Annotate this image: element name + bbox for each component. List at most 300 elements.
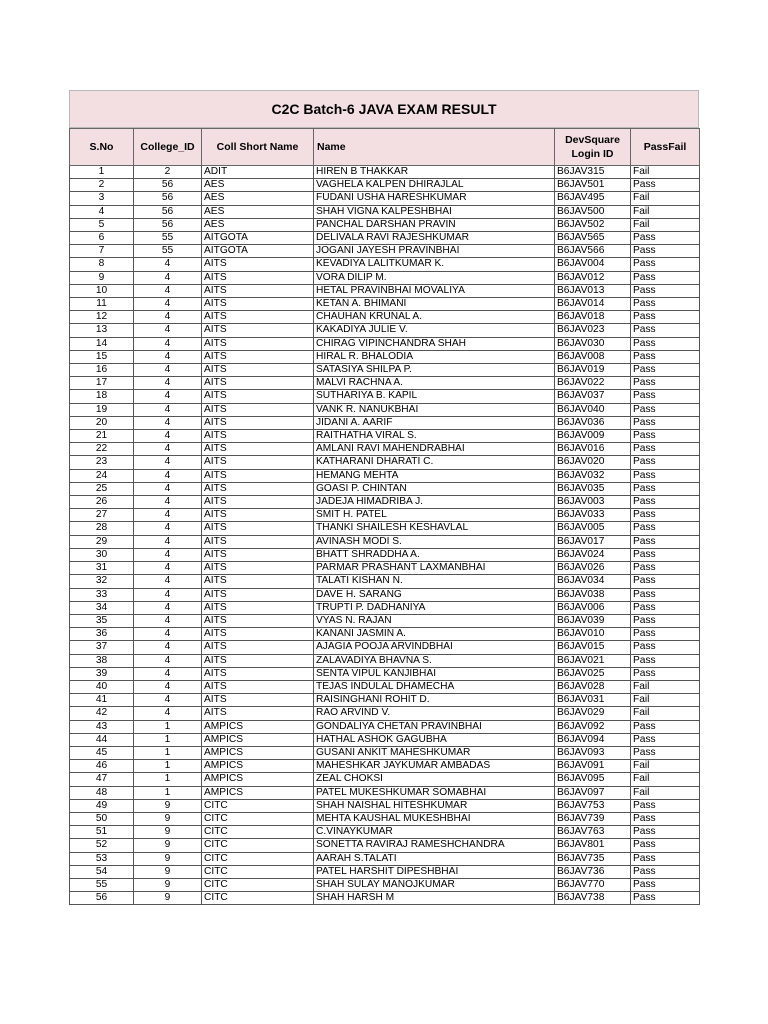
cell-passfail: Pass — [631, 298, 700, 311]
cell-coll-short-name: CITC — [202, 839, 314, 852]
cell-name: HATHAL ASHOK GAGUBHA — [314, 733, 555, 746]
cell-college-id: 4 — [134, 614, 202, 627]
cell-name: VORA DILIP M. — [314, 271, 555, 284]
cell-passfail: Fail — [631, 773, 700, 786]
cell-login-id: B6JAV004 — [555, 258, 631, 271]
cell-passfail: Pass — [631, 522, 700, 535]
cell-name: SATASIYA SHILPA P. — [314, 364, 555, 377]
cell-coll-short-name: CITC — [202, 812, 314, 825]
cell-coll-short-name: AITS — [202, 694, 314, 707]
cell-sno: 49 — [70, 799, 134, 812]
cell-college-id: 4 — [134, 416, 202, 429]
cell-sno: 44 — [70, 733, 134, 746]
cell-login-id: B6JAV035 — [555, 482, 631, 495]
cell-passfail: Fail — [631, 760, 700, 773]
cell-college-id: 4 — [134, 562, 202, 575]
table-row — [70, 733, 700, 746]
cell-name: RAO ARVIND V. — [314, 707, 555, 720]
cell-coll-short-name: AMPICS — [202, 733, 314, 746]
cell-login-id: B6JAV093 — [555, 746, 631, 759]
table-row — [70, 377, 700, 390]
cell-name: JOGANI JAYESH PRAVINBHAI — [314, 245, 555, 258]
cell-coll-short-name: AITS — [202, 337, 314, 350]
cell-passfail: Fail — [631, 192, 700, 205]
cell-name: TEJAS INDULAL DHAMECHA — [314, 680, 555, 693]
cell-coll-short-name: AES — [202, 179, 314, 192]
cell-coll-short-name: AMPICS — [202, 786, 314, 799]
cell-name: FUDANI USHA HARESHKUMAR — [314, 192, 555, 205]
cell-login-id: B6JAV738 — [555, 892, 631, 905]
table-row — [70, 496, 700, 509]
cell-college-id: 4 — [134, 628, 202, 641]
cell-passfail: Pass — [631, 746, 700, 759]
cell-login-id: B6JAV040 — [555, 403, 631, 416]
cell-college-id: 4 — [134, 535, 202, 548]
cell-sno: 25 — [70, 482, 134, 495]
cell-coll-short-name: CITC — [202, 878, 314, 891]
cell-login-id: B6JAV030 — [555, 337, 631, 350]
cell-passfail: Pass — [631, 892, 700, 905]
cell-login-id: B6JAV094 — [555, 733, 631, 746]
cell-college-id: 1 — [134, 773, 202, 786]
cell-college-id: 4 — [134, 588, 202, 601]
cell-login-id: B6JAV023 — [555, 324, 631, 337]
cell-name: KANANI JASMIN A. — [314, 628, 555, 641]
cell-passfail: Pass — [631, 482, 700, 495]
sheet-title — [69, 90, 699, 128]
cell-login-id: B6JAV019 — [555, 364, 631, 377]
cell-sno: 33 — [70, 588, 134, 601]
cell-name: GOASI P. CHINTAN — [314, 482, 555, 495]
cell-login-id: B6JAV020 — [555, 456, 631, 469]
cell-college-id: 1 — [134, 760, 202, 773]
cell-passfail: Fail — [631, 786, 700, 799]
cell-name: ZEAL CHOKSI — [314, 773, 555, 786]
cell-college-id: 4 — [134, 430, 202, 443]
table-row — [70, 430, 700, 443]
cell-sno: 2 — [70, 179, 134, 192]
header-coll-short-name: Coll Short Name — [202, 129, 314, 166]
table-row — [70, 284, 700, 297]
cell-college-id: 4 — [134, 284, 202, 297]
cell-login-id: B6JAV003 — [555, 496, 631, 509]
cell-college-id: 56 — [134, 218, 202, 231]
cell-coll-short-name: AITS — [202, 364, 314, 377]
cell-name: PARMAR PRASHANT LAXMANBHAI — [314, 562, 555, 575]
cell-college-id: 4 — [134, 337, 202, 350]
cell-name: HIREN B THAKKAR — [314, 166, 555, 179]
table-row — [70, 548, 700, 561]
cell-sno: 30 — [70, 548, 134, 561]
cell-sno: 7 — [70, 245, 134, 258]
cell-coll-short-name: AES — [202, 218, 314, 231]
cell-college-id: 4 — [134, 403, 202, 416]
cell-sno: 18 — [70, 390, 134, 403]
table-row — [70, 298, 700, 311]
cell-sno: 9 — [70, 271, 134, 284]
cell-login-id: B6JAV033 — [555, 509, 631, 522]
cell-coll-short-name: AITS — [202, 284, 314, 297]
cell-coll-short-name: AES — [202, 205, 314, 218]
cell-login-id: B6JAV038 — [555, 588, 631, 601]
cell-passfail: Pass — [631, 443, 700, 456]
cell-login-id: B6JAV018 — [555, 311, 631, 324]
cell-coll-short-name: AITS — [202, 614, 314, 627]
cell-college-id: 4 — [134, 482, 202, 495]
cell-name: SENTA VIPUL KANJIBHAI — [314, 667, 555, 680]
cell-coll-short-name: AITS — [202, 707, 314, 720]
cell-login-id: B6JAV015 — [555, 641, 631, 654]
cell-passfail: Pass — [631, 258, 700, 271]
cell-passfail: Pass — [631, 799, 700, 812]
cell-name: RAISINGHANI ROHIT D. — [314, 694, 555, 707]
table-row — [70, 258, 700, 271]
table-body — [70, 166, 700, 905]
cell-college-id: 9 — [134, 826, 202, 839]
table-row — [70, 337, 700, 350]
cell-coll-short-name: AITS — [202, 575, 314, 588]
cell-passfail: Pass — [631, 271, 700, 284]
cell-passfail: Pass — [631, 284, 700, 297]
cell-sno: 34 — [70, 601, 134, 614]
cell-coll-short-name: AITS — [202, 667, 314, 680]
cell-college-id: 1 — [134, 746, 202, 759]
result-sheet — [69, 90, 699, 905]
cell-login-id: B6JAV025 — [555, 667, 631, 680]
cell-coll-short-name: AITS — [202, 324, 314, 337]
cell-coll-short-name: AES — [202, 192, 314, 205]
cell-coll-short-name: ADIT — [202, 166, 314, 179]
cell-login-id: B6JAV029 — [555, 707, 631, 720]
cell-sno: 29 — [70, 535, 134, 548]
cell-passfail: Pass — [631, 641, 700, 654]
cell-passfail: Pass — [631, 865, 700, 878]
cell-login-id: B6JAV565 — [555, 232, 631, 245]
cell-login-id: B6JAV006 — [555, 601, 631, 614]
cell-passfail: Fail — [631, 707, 700, 720]
cell-passfail: Pass — [631, 654, 700, 667]
cell-passfail: Pass — [631, 509, 700, 522]
cell-passfail: Pass — [631, 588, 700, 601]
cell-coll-short-name: CITC — [202, 892, 314, 905]
cell-passfail: Pass — [631, 614, 700, 627]
cell-coll-short-name: AITS — [202, 377, 314, 390]
cell-login-id: B6JAV028 — [555, 680, 631, 693]
cell-login-id: B6JAV801 — [555, 839, 631, 852]
cell-sno: 40 — [70, 680, 134, 693]
cell-name: AARAH S.TALATI — [314, 852, 555, 865]
cell-sno: 10 — [70, 284, 134, 297]
cell-college-id: 9 — [134, 852, 202, 865]
cell-login-id: B6JAV032 — [555, 469, 631, 482]
cell-college-id: 9 — [134, 839, 202, 852]
table-row — [70, 773, 700, 786]
cell-college-id: 4 — [134, 496, 202, 509]
cell-coll-short-name: AITS — [202, 654, 314, 667]
table-row — [70, 707, 700, 720]
cell-college-id: 4 — [134, 575, 202, 588]
cell-sno: 54 — [70, 865, 134, 878]
table-row — [70, 311, 700, 324]
header-passfail: PassFail — [631, 129, 700, 166]
cell-college-id: 4 — [134, 667, 202, 680]
cell-login-id: B6JAV736 — [555, 865, 631, 878]
table-row — [70, 522, 700, 535]
cell-login-id: B6JAV005 — [555, 522, 631, 535]
cell-name: GUSANI ANKIT MAHESHKUMAR — [314, 746, 555, 759]
header-row — [70, 129, 700, 166]
cell-sno: 11 — [70, 298, 134, 311]
cell-sno: 14 — [70, 337, 134, 350]
cell-name: BHATT SHRADDHA A. — [314, 548, 555, 561]
cell-college-id: 4 — [134, 509, 202, 522]
cell-login-id: B6JAV566 — [555, 245, 631, 258]
cell-passfail: Pass — [631, 324, 700, 337]
cell-login-id: B6JAV039 — [555, 614, 631, 627]
cell-name: KEVADIYA LALITKUMAR K. — [314, 258, 555, 271]
cell-login-id: B6JAV763 — [555, 826, 631, 839]
table-row — [70, 892, 700, 905]
cell-passfail: Fail — [631, 205, 700, 218]
cell-passfail: Fail — [631, 680, 700, 693]
cell-name: VANK R. NANUKBHAI — [314, 403, 555, 416]
table-row — [70, 746, 700, 759]
cell-passfail: Pass — [631, 469, 700, 482]
cell-college-id: 4 — [134, 548, 202, 561]
cell-sno: 4 — [70, 205, 134, 218]
table-row — [70, 456, 700, 469]
cell-name: JIDANI A. AARIF — [314, 416, 555, 429]
cell-sno: 12 — [70, 311, 134, 324]
cell-login-id: B6JAV008 — [555, 350, 631, 363]
cell-coll-short-name: AITS — [202, 271, 314, 284]
cell-sno: 1 — [70, 166, 134, 179]
cell-passfail: Pass — [631, 179, 700, 192]
cell-sno: 47 — [70, 773, 134, 786]
cell-college-id: 56 — [134, 179, 202, 192]
cell-sno: 56 — [70, 892, 134, 905]
cell-college-id: 1 — [134, 786, 202, 799]
cell-sno: 31 — [70, 562, 134, 575]
cell-passfail: Pass — [631, 878, 700, 891]
cell-passfail: Pass — [631, 628, 700, 641]
cell-login-id: B6JAV034 — [555, 575, 631, 588]
cell-name: PATEL HARSHIT DIPESHBHAI — [314, 865, 555, 878]
table-row — [70, 324, 700, 337]
cell-passfail: Pass — [631, 812, 700, 825]
cell-college-id: 4 — [134, 377, 202, 390]
table-row — [70, 760, 700, 773]
cell-coll-short-name: AITGOTA — [202, 245, 314, 258]
cell-sno: 39 — [70, 667, 134, 680]
cell-passfail: Pass — [631, 535, 700, 548]
cell-name: KETAN A. BHIMANI — [314, 298, 555, 311]
cell-sno: 20 — [70, 416, 134, 429]
cell-login-id: B6JAV495 — [555, 192, 631, 205]
cell-login-id: B6JAV097 — [555, 786, 631, 799]
table-row — [70, 667, 700, 680]
cell-college-id: 4 — [134, 390, 202, 403]
cell-name: THANKI SHAILESH KESHAVLAL — [314, 522, 555, 535]
cell-name: SMIT H. PATEL — [314, 509, 555, 522]
table-row — [70, 416, 700, 429]
table-row — [70, 271, 700, 284]
cell-name: TALATI KISHAN N. — [314, 575, 555, 588]
cell-login-id: B6JAV092 — [555, 720, 631, 733]
cell-coll-short-name: AITS — [202, 588, 314, 601]
cell-coll-short-name: AITS — [202, 628, 314, 641]
table-row — [70, 390, 700, 403]
cell-college-id: 56 — [134, 205, 202, 218]
cell-sno: 46 — [70, 760, 134, 773]
cell-sno: 26 — [70, 496, 134, 509]
cell-coll-short-name: AMPICS — [202, 773, 314, 786]
cell-sno: 42 — [70, 707, 134, 720]
cell-passfail: Fail — [631, 166, 700, 179]
cell-passfail: Pass — [631, 350, 700, 363]
table-row — [70, 826, 700, 839]
cell-passfail: Pass — [631, 337, 700, 350]
cell-college-id: 4 — [134, 258, 202, 271]
cell-passfail: Pass — [631, 430, 700, 443]
cell-login-id: B6JAV031 — [555, 694, 631, 707]
table-row — [70, 641, 700, 654]
cell-coll-short-name: AITS — [202, 562, 314, 575]
cell-sno: 32 — [70, 575, 134, 588]
table-row — [70, 509, 700, 522]
cell-passfail: Pass — [631, 390, 700, 403]
cell-sno: 45 — [70, 746, 134, 759]
cell-coll-short-name: AITS — [202, 680, 314, 693]
cell-login-id: B6JAV091 — [555, 760, 631, 773]
cell-name: DAVE H. SARANG — [314, 588, 555, 601]
cell-passfail: Pass — [631, 826, 700, 839]
cell-name: SHAH VIGNA KALPESHBHAI — [314, 205, 555, 218]
cell-passfail: Fail — [631, 694, 700, 707]
cell-sno: 36 — [70, 628, 134, 641]
cell-name: MALVI RACHNA A. — [314, 377, 555, 390]
table-row — [70, 878, 700, 891]
cell-name: JADEJA HIMADRIBA J. — [314, 496, 555, 509]
table-row — [70, 205, 700, 218]
cell-college-id: 4 — [134, 707, 202, 720]
table-row — [70, 694, 700, 707]
table-row — [70, 799, 700, 812]
cell-college-id: 9 — [134, 892, 202, 905]
cell-sno: 35 — [70, 614, 134, 627]
cell-passfail: Pass — [631, 548, 700, 561]
table-row — [70, 469, 700, 482]
cell-passfail: Fail — [631, 218, 700, 231]
cell-passfail: Pass — [631, 245, 700, 258]
table-row — [70, 482, 700, 495]
cell-name: SHAH NAISHAL HITESHKUMAR — [314, 799, 555, 812]
cell-sno: 3 — [70, 192, 134, 205]
header-name: Name — [314, 129, 555, 166]
cell-login-id: B6JAV021 — [555, 654, 631, 667]
table-row — [70, 403, 700, 416]
table-row — [70, 720, 700, 733]
table-row — [70, 179, 700, 192]
cell-college-id: 4 — [134, 350, 202, 363]
cell-name: MAHESHKAR JAYKUMAR AMBADAS — [314, 760, 555, 773]
cell-sno: 16 — [70, 364, 134, 377]
cell-name: GONDALIYA CHETAN PRAVINBHAI — [314, 720, 555, 733]
table-row — [70, 812, 700, 825]
cell-login-id: B6JAV036 — [555, 416, 631, 429]
cell-college-id: 9 — [134, 878, 202, 891]
table-row — [70, 218, 700, 231]
cell-name: ZALAVADIYA BHAVNA S. — [314, 654, 555, 667]
table-row — [70, 680, 700, 693]
cell-name: KATHARANI DHARATI C. — [314, 456, 555, 469]
cell-login-id: B6JAV012 — [555, 271, 631, 284]
cell-college-id: 9 — [134, 812, 202, 825]
cell-login-id: B6JAV770 — [555, 878, 631, 891]
cell-coll-short-name: AMPICS — [202, 760, 314, 773]
table-row — [70, 614, 700, 627]
cell-login-id: B6JAV026 — [555, 562, 631, 575]
cell-college-id: 4 — [134, 311, 202, 324]
cell-coll-short-name: AITS — [202, 522, 314, 535]
cell-name: VYAS N. RAJAN — [314, 614, 555, 627]
cell-name: CHAUHAN KRUNAL A. — [314, 311, 555, 324]
cell-coll-short-name: AMPICS — [202, 746, 314, 759]
table-row — [70, 654, 700, 667]
cell-sno: 38 — [70, 654, 134, 667]
cell-coll-short-name: AITS — [202, 416, 314, 429]
cell-passfail: Pass — [631, 496, 700, 509]
cell-login-id: B6JAV739 — [555, 812, 631, 825]
cell-login-id: B6JAV024 — [555, 548, 631, 561]
cell-coll-short-name: AITS — [202, 443, 314, 456]
cell-passfail: Pass — [631, 232, 700, 245]
cell-login-id: B6JAV500 — [555, 205, 631, 218]
cell-passfail: Pass — [631, 852, 700, 865]
cell-name: KAKADIYA JULIE V. — [314, 324, 555, 337]
cell-name: AVINASH MODI S. — [314, 535, 555, 548]
cell-name: SONETTA RAVIRAJ RAMESHCHANDRA — [314, 839, 555, 852]
cell-college-id: 4 — [134, 654, 202, 667]
cell-college-id: 1 — [134, 733, 202, 746]
cell-passfail: Pass — [631, 562, 700, 575]
cell-name: SHAH HARSH M — [314, 892, 555, 905]
cell-college-id: 4 — [134, 469, 202, 482]
table-row — [70, 232, 700, 245]
table-row — [70, 786, 700, 799]
cell-sno: 27 — [70, 509, 134, 522]
cell-sno: 21 — [70, 430, 134, 443]
cell-college-id: 4 — [134, 522, 202, 535]
cell-sno: 15 — [70, 350, 134, 363]
cell-coll-short-name: AITS — [202, 548, 314, 561]
cell-login-id: B6JAV315 — [555, 166, 631, 179]
cell-college-id: 56 — [134, 192, 202, 205]
cell-coll-short-name: AITS — [202, 641, 314, 654]
cell-coll-short-name: AMPICS — [202, 720, 314, 733]
cell-name: MEHTA KAUSHAL MUKESHBHAI — [314, 812, 555, 825]
cell-coll-short-name: AITS — [202, 496, 314, 509]
table-row — [70, 562, 700, 575]
cell-sno: 17 — [70, 377, 134, 390]
table-row — [70, 839, 700, 852]
cell-login-id: B6JAV014 — [555, 298, 631, 311]
cell-passfail: Pass — [631, 364, 700, 377]
cell-login-id: B6JAV753 — [555, 799, 631, 812]
cell-coll-short-name: AITS — [202, 311, 314, 324]
cell-college-id: 4 — [134, 680, 202, 693]
table-row — [70, 628, 700, 641]
